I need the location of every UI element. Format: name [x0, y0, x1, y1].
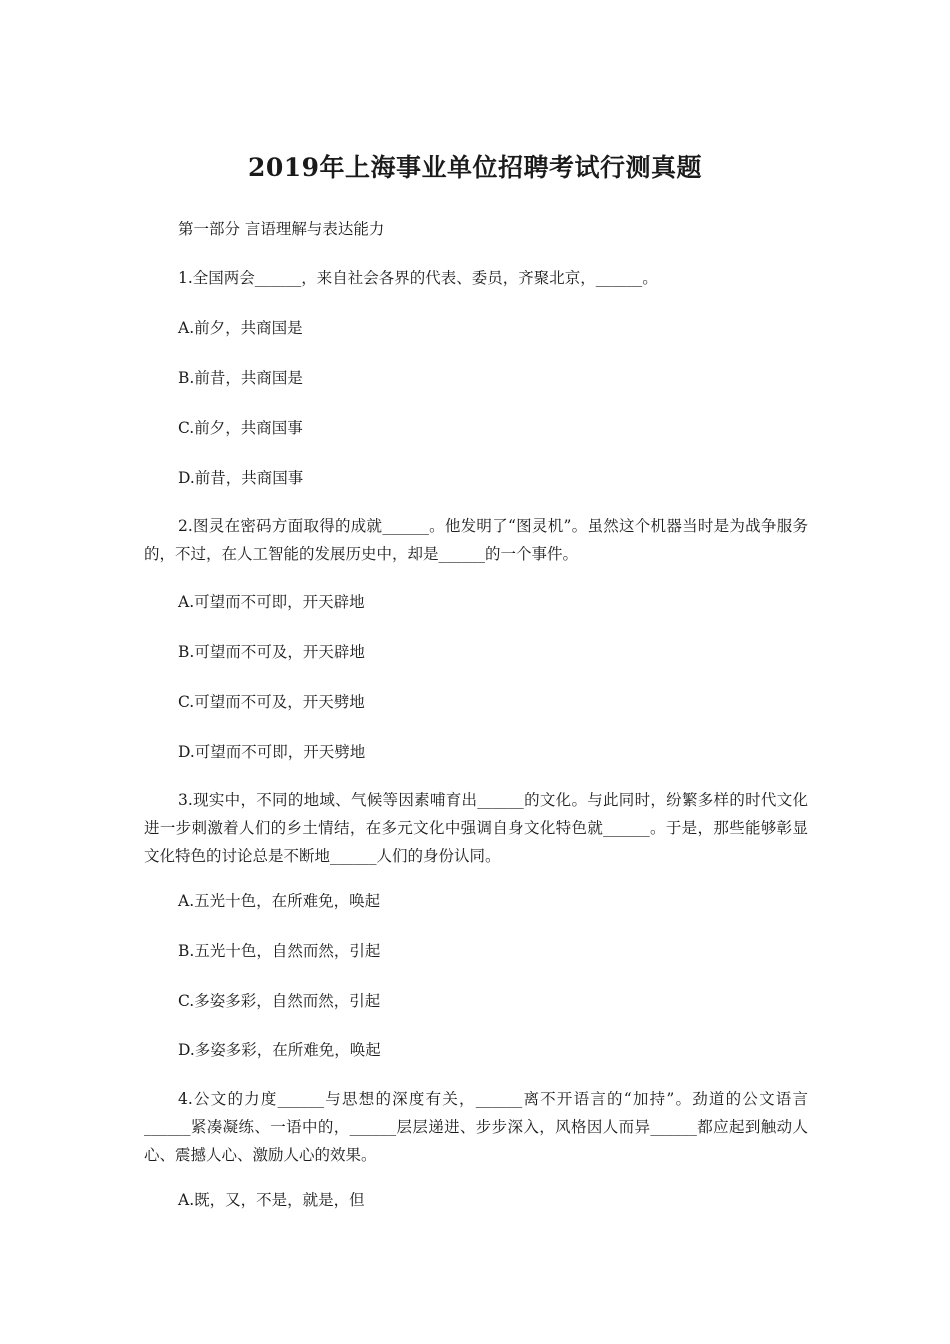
question-3-stem: 3.现实中，不同的地域、气候等因素哺育出______的文化。与此同时，纷繁多样的时代文化进一步刺激着人们的乡土情结，在多元文化中强调自身文化特色就______。于是，那些能够彰显文化特色的讨论总是不断地______人们的身份认同。	[144, 791, 808, 865]
question-1-option-c: C.前夕，共商国事	[178, 419, 303, 437]
question-2-option-d: D.可望而不可即，开天劈地	[178, 743, 366, 761]
question-1-option-b: B.前昔，共商国是	[178, 369, 303, 387]
question-2-option-a: A.可望而不可即，开天辟地	[178, 593, 365, 611]
question-4-stem: 4.公文的力度______与思想的深度有关，______离不开语言的“加持”。劲道的公文语言______紧凑凝练、一语中的，______层层递进、步步深入，风格因人而异______都应起到触动人心、震撼人心、激励人心的效果。	[144, 1090, 808, 1164]
question-4-option-a: A.既，又，不是，就是，但	[178, 1191, 365, 1209]
question-3-option-a: A.五光十色，在所难免，唤起	[178, 892, 381, 910]
question-2-option-c: C.可望而不可及，开天劈地	[178, 693, 365, 711]
question-2-option-b: B.可望而不可及，开天辟地	[178, 643, 365, 661]
document-title: 2019年上海事业单位招聘考试行测真题	[247, 153, 703, 182]
question-1-stem: 1.全国两会______，来自社会各界的代表、委员，齐聚北京，______。	[178, 269, 658, 287]
question-2-stem: 2.图灵在密码方面取得的成就______。他发明了“图灵机”。虽然这个机器当时是为战争服务的，不过，在人工智能的发展历史中，却是______的一个事件。	[144, 517, 808, 563]
question-1-option-a: A.前夕，共商国是	[178, 319, 303, 337]
question-3-option-d: D.多姿多彩，在所难免，唤起	[178, 1041, 381, 1059]
question-3-option-c: C.多姿多彩，自然而然，引起	[178, 992, 381, 1010]
question-1-option-d: D.前昔，共商国事	[178, 469, 304, 487]
section-heading: 第一部分 言语理解与表达能力	[178, 220, 385, 238]
question-3-option-b: B.五光十色，自然而然，引起	[178, 942, 381, 960]
